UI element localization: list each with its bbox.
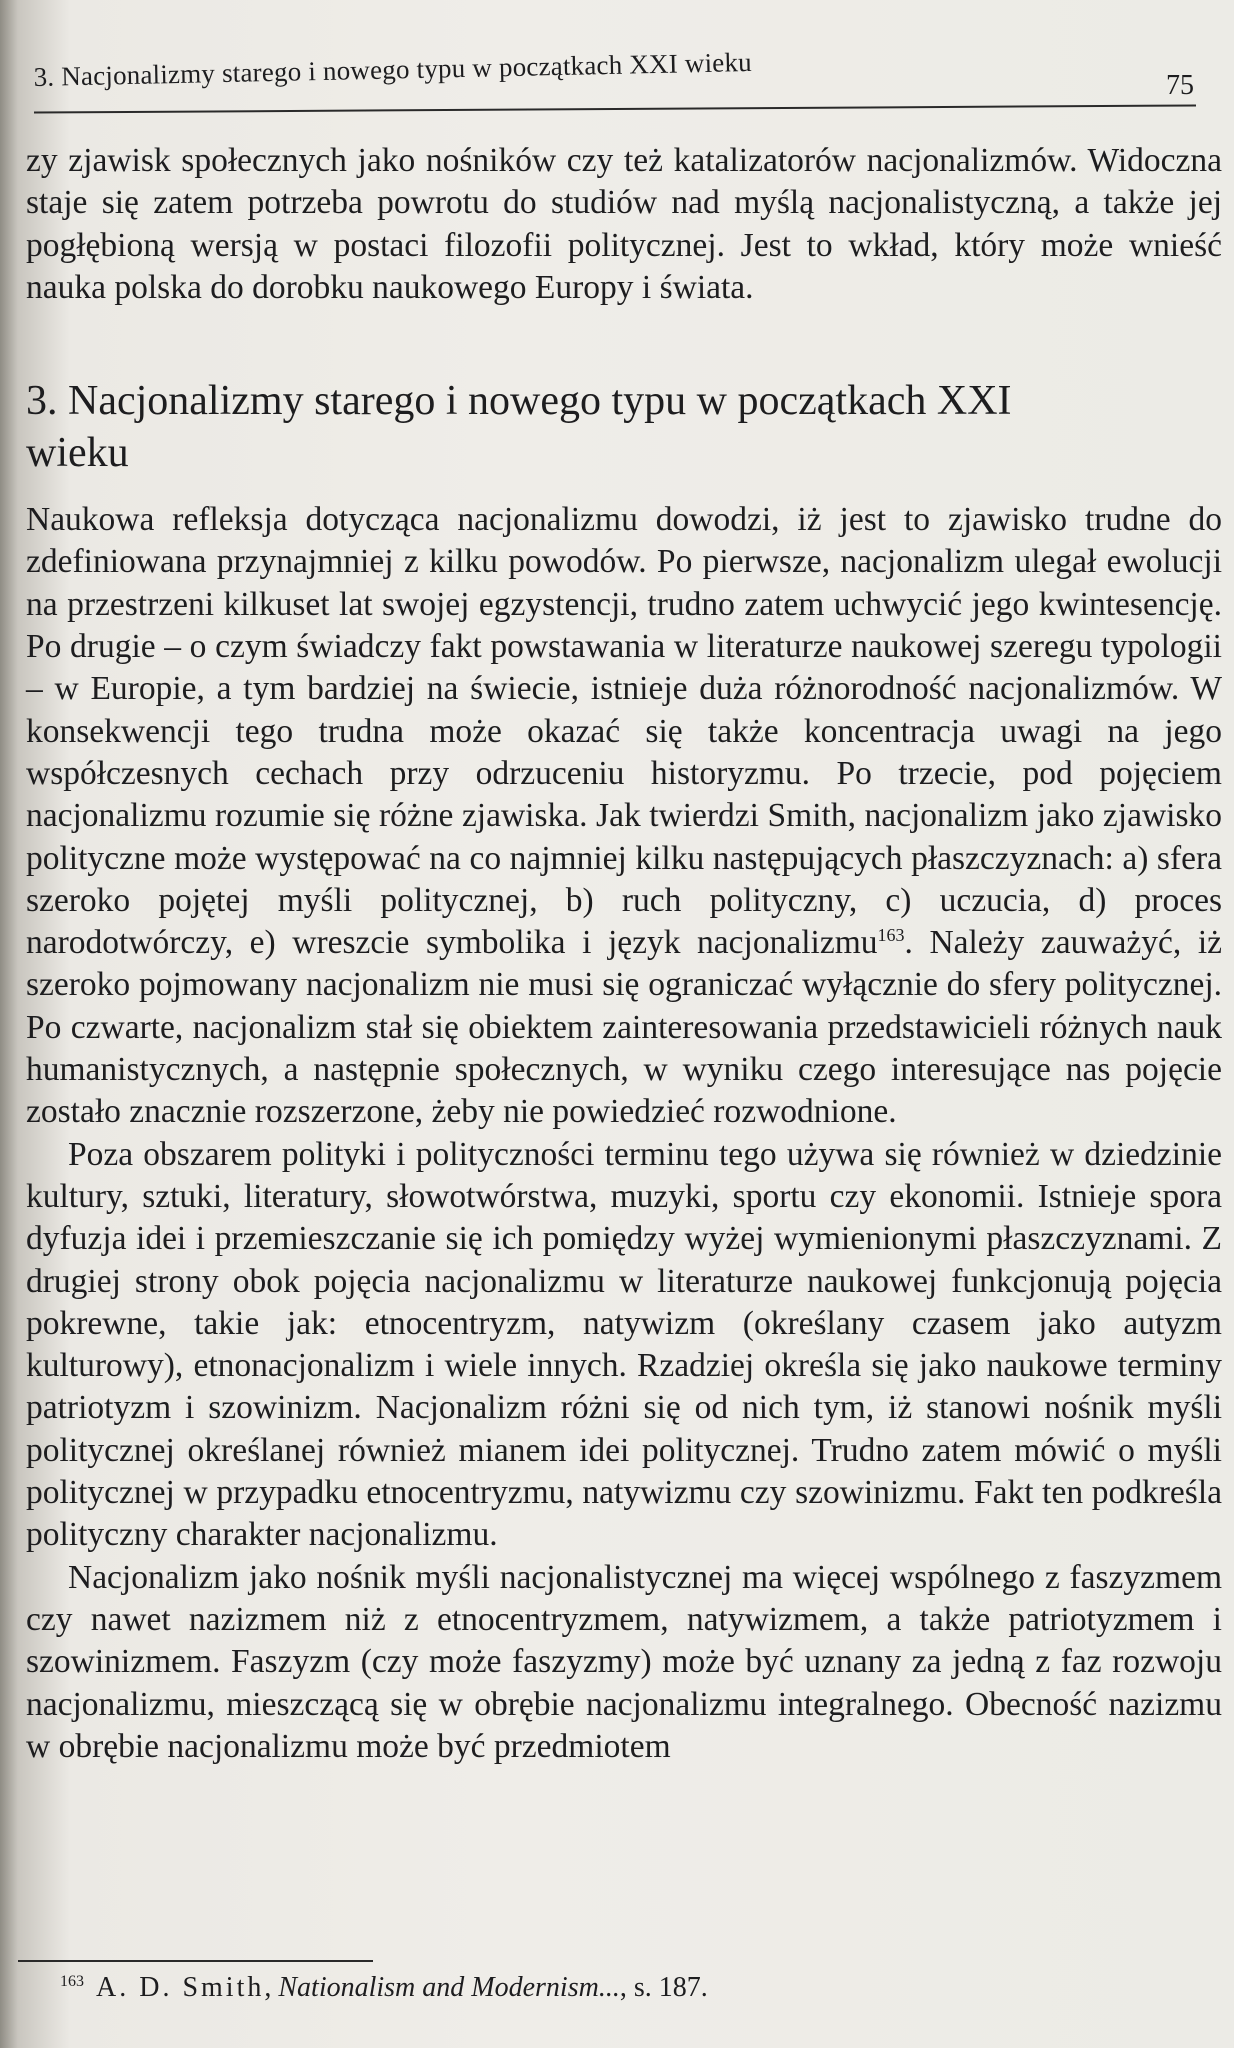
footnote: $^{163}$ A. D. Smith, Nationalism and Modernism..., s. 187. bbox=[60, 1972, 708, 2003]
body-text bbox=[26, 140, 1222, 1768]
footnote-rule bbox=[18, 1960, 373, 1962]
header-rule bbox=[34, 104, 1196, 113]
running-head: 3. Nacjonalizmy starego i nowego typu w początkach XXI wieku bbox=[33, 46, 753, 93]
paragraph-1 bbox=[26, 499, 1222, 1133]
paragraph-1-text: Naukowa refleksja dotycząca nacjonalizmu dowodzi, iż jest to zjawisko trudne do zdefiniowana przynajmniej z kilku powodów. Po pierwsze, nacjonalizm ulegał ewolucji na przestrzeni kilkuset lat swojej egzystencji, trudno zatem uchwycić jego kwintesencję. Po drugie – o czym świadczy fakt powstawania w literaturze naukowej szeregu typologii – w Europie, a tym bardziej na świecie, istnieje duża różnorodność nacjonalizmów. W konsekwencji tego trudna może okazać się także koncentracja uwagi na jego współczesnych cechach przy odrzuceniu historyzmu. Po trzecie, pod pojęciem nacjonalizmu rozumie się różne zjawiska. Jak twierdzi Smith, nacjonalizm jako zjawisko polityczne może występować na co najmniej kilku następujących płaszczyznach: a) sfera szeroko pojętej myśli politycznej, b) ruch polityczny, c) uczucia, d) proces narodotwórczy, e) wreszcie symbolika i język nacjonalizmu bbox=[26, 501, 1222, 962]
page-number: 75 bbox=[1166, 70, 1194, 101]
footnote-page: , s. 187. bbox=[619, 1972, 708, 2003]
footnote-number: 163 bbox=[60, 1972, 84, 1990]
continued-paragraph: zy zjawisk społecznych jako nośników czy też katalizatorów nacjonalizmów. Widoczna staje się zatem potrzeba powrotu do studiów nad myślą nacjonalistyczną, a także jej pogłębioną wersją w postaci filozofii politycznej. Jest to wkład, który może wnieść nauka polska do dorobku naukowego Europy i świata. bbox=[26, 142, 1222, 306]
section-heading: 3. Nacjonalizmy starego i nowego typu w początkach XXI wieku bbox=[26, 378, 1012, 477]
footnote-title: Nationalism and Modernism... bbox=[278, 1972, 620, 2003]
footnote-author: A. D. Smith bbox=[96, 1972, 265, 2003]
footnote-reference: 163 bbox=[877, 925, 905, 945]
paragraph-3: Nacjonalizm jako nośnik myśli nacjonalistycznej ma więcej wspólnego z faszyzmem czy nawet nazizmem niż z etnocentryzmem, natywizmem, a także patriotyzmem i szowinizmem. Faszyzm (czy może faszyzmy) może być uznany za jedną z faz rozwoju nacjonalizmu, mieszczącą się w obrębie nacjonalizmu integralnego. Obecność nazizmu w obrębie nacjonalizmu może być przedmiotem bbox=[26, 1558, 1222, 1765]
paragraph-1-text-continued: . Należy zauważyć, iż szeroko pojmowany nacjonalizm nie musi się ograniczać wyłącznie do sfery politycznej. Po czwarte, nacjonalizm stał się obiektem zainteresowania przedstawicieli różnych nauk humanistycznych, a następnie społecznych, w wyniku czego interesujące nas pojęcie zostało znacznie rozszerzone, żeby nie powiedzieć rozwodnione. bbox=[26, 924, 1222, 1131]
paragraph-2: Poza obszarem polityki i polityczności terminu tego używa się również w dziedzinie kultury, sztuki, literatury, słowotwórstwa, muzyki, sportu czy ekonomii. Istnieje spora dyfuzja idei i przemieszczanie się ich pomiędzy wyżej wymienionymi płaszczyznami. Z drugiej strony obok pojęcia nacjonalizmu w literaturze naukowej funkcjonują pojęcia pokrewne, takie jak: etnocentryzm, natywizm (określany czasem jako autyzm kulturowy), etnonacjonalizm i wiele innych. Rzadziej określa się jako naukowe terminy patriotyzm i szowinizm. Nacjonalizm różni się od nich tym, iż stanowi nośnik myśli politycznej określanej również mianem idei politycznej. Trudno zatem mówić o myśli politycznej w przypadku etnocentryzmu, natywizmu czy szowinizmu. Fakt ten podkreśla polityczny charakter nacjonalizmu. bbox=[26, 1135, 1222, 1554]
